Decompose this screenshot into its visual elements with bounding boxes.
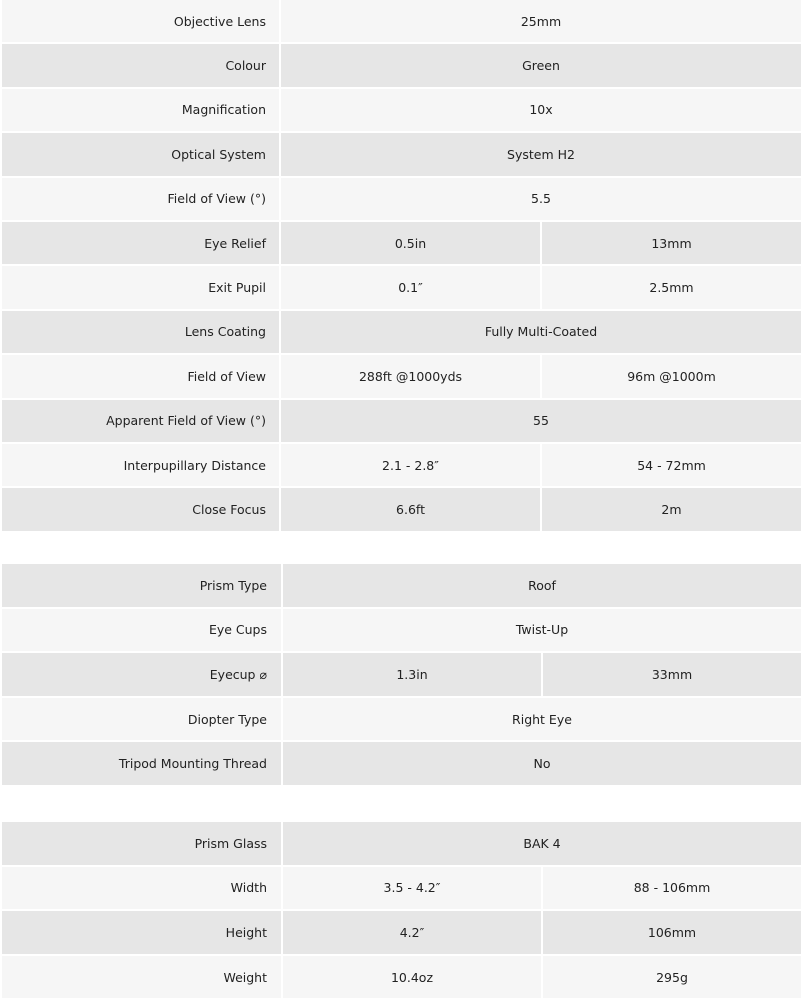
- spec-value-imperial: 2.1 - 2.8″: [281, 444, 540, 486]
- spec-row-close-focus: [2, 488, 801, 530]
- spec-label: Width: [2, 867, 281, 910]
- spec-label: Eye Cups: [2, 609, 281, 652]
- spec-value-imperial: 1.3in: [283, 653, 541, 696]
- spec-value-imperial: 4.2″: [283, 911, 541, 954]
- spec-value-metric: 13mm: [542, 222, 801, 264]
- spec-value: Fully Multi-Coated: [281, 311, 801, 353]
- spec-label: Magnification: [2, 89, 279, 131]
- spec-label: Optical System: [2, 133, 279, 175]
- spec-row-eye-cups: [2, 609, 801, 652]
- spec-value-imperial: 0.1″: [281, 266, 540, 308]
- spec-value: Twist-Up: [283, 609, 801, 652]
- spec-value-imperial: 0.5in: [281, 222, 540, 264]
- spec-value: System H2: [281, 133, 801, 175]
- spec-value: 55: [281, 400, 801, 442]
- spec-value-metric: 33mm: [543, 653, 801, 696]
- spec-label: Tripod Mounting Thread: [2, 742, 281, 785]
- spec-value: Green: [281, 44, 801, 86]
- spec-row-magnification: [2, 89, 801, 131]
- spec-value: BAK 4: [283, 822, 801, 865]
- spec-row-eyecup-diameter: [2, 653, 801, 696]
- spec-value-metric: 2.5mm: [542, 266, 801, 308]
- spec-row-tripod-mounting-thread: [2, 742, 801, 785]
- spec-label: Eyecup ⌀: [2, 653, 281, 696]
- spec-label: Apparent Field of View (°): [2, 400, 279, 442]
- spec-table-dimensions: [2, 822, 801, 998]
- spec-value: 5.5: [281, 178, 801, 220]
- spec-row-eye-relief: [2, 222, 801, 264]
- spec-row-weight: [2, 956, 801, 999]
- spec-table-optics: [2, 0, 801, 531]
- spec-row-height: [2, 911, 801, 954]
- spec-label: Field of View (°): [2, 178, 279, 220]
- spec-row-diopter-type: [2, 698, 801, 741]
- spec-label: Close Focus: [2, 488, 279, 530]
- spec-row-width: [2, 867, 801, 910]
- spec-label: Colour: [2, 44, 279, 86]
- spec-value-imperial: 6.6ft: [281, 488, 540, 530]
- spec-label: Prism Glass: [2, 822, 281, 865]
- spec-value-imperial: 3.5 - 4.2″: [283, 867, 541, 910]
- spec-row-lens-coating: [2, 311, 801, 353]
- spec-label: Height: [2, 911, 281, 954]
- spec-label: Eye Relief: [2, 222, 279, 264]
- spec-label: Exit Pupil: [2, 266, 279, 308]
- spec-value-metric: 295g: [543, 956, 801, 999]
- spec-label: Lens Coating: [2, 311, 279, 353]
- spec-row-interpupillary-distance: [2, 444, 801, 486]
- spec-table-body: [2, 564, 801, 785]
- spec-value-imperial: 288ft @1000yds: [281, 355, 540, 397]
- spec-row-field-of-view-degrees: [2, 178, 801, 220]
- spec-label: Field of View: [2, 355, 279, 397]
- spec-value-metric: 54 - 72mm: [542, 444, 801, 486]
- spec-label: Weight: [2, 956, 281, 999]
- spec-row-optical-system: [2, 133, 801, 175]
- spec-row-exit-pupil: [2, 266, 801, 308]
- spec-row-colour: [2, 44, 801, 86]
- spec-value-metric: 106mm: [543, 911, 801, 954]
- spec-label: Prism Type: [2, 564, 281, 607]
- spec-row-prism-type: [2, 564, 801, 607]
- spec-row-field-of-view: [2, 355, 801, 397]
- spec-label: Objective Lens: [2, 0, 279, 42]
- spec-value-metric: 96m @1000m: [542, 355, 801, 397]
- spec-row-prism-glass: [2, 822, 801, 865]
- spec-label: Interpupillary Distance: [2, 444, 279, 486]
- spec-value-metric: 88 - 106mm: [543, 867, 801, 910]
- spec-value-imperial: 10.4oz: [283, 956, 541, 999]
- spec-label: Diopter Type: [2, 698, 281, 741]
- spec-value: Right Eye: [283, 698, 801, 741]
- spec-row-apparent-field-of-view: [2, 400, 801, 442]
- spec-value: 10x: [281, 89, 801, 131]
- spec-value: Roof: [283, 564, 801, 607]
- spec-value: No: [283, 742, 801, 785]
- spec-value-metric: 2m: [542, 488, 801, 530]
- spec-row-objective-lens: [2, 0, 801, 42]
- spec-value: 25mm: [281, 0, 801, 42]
